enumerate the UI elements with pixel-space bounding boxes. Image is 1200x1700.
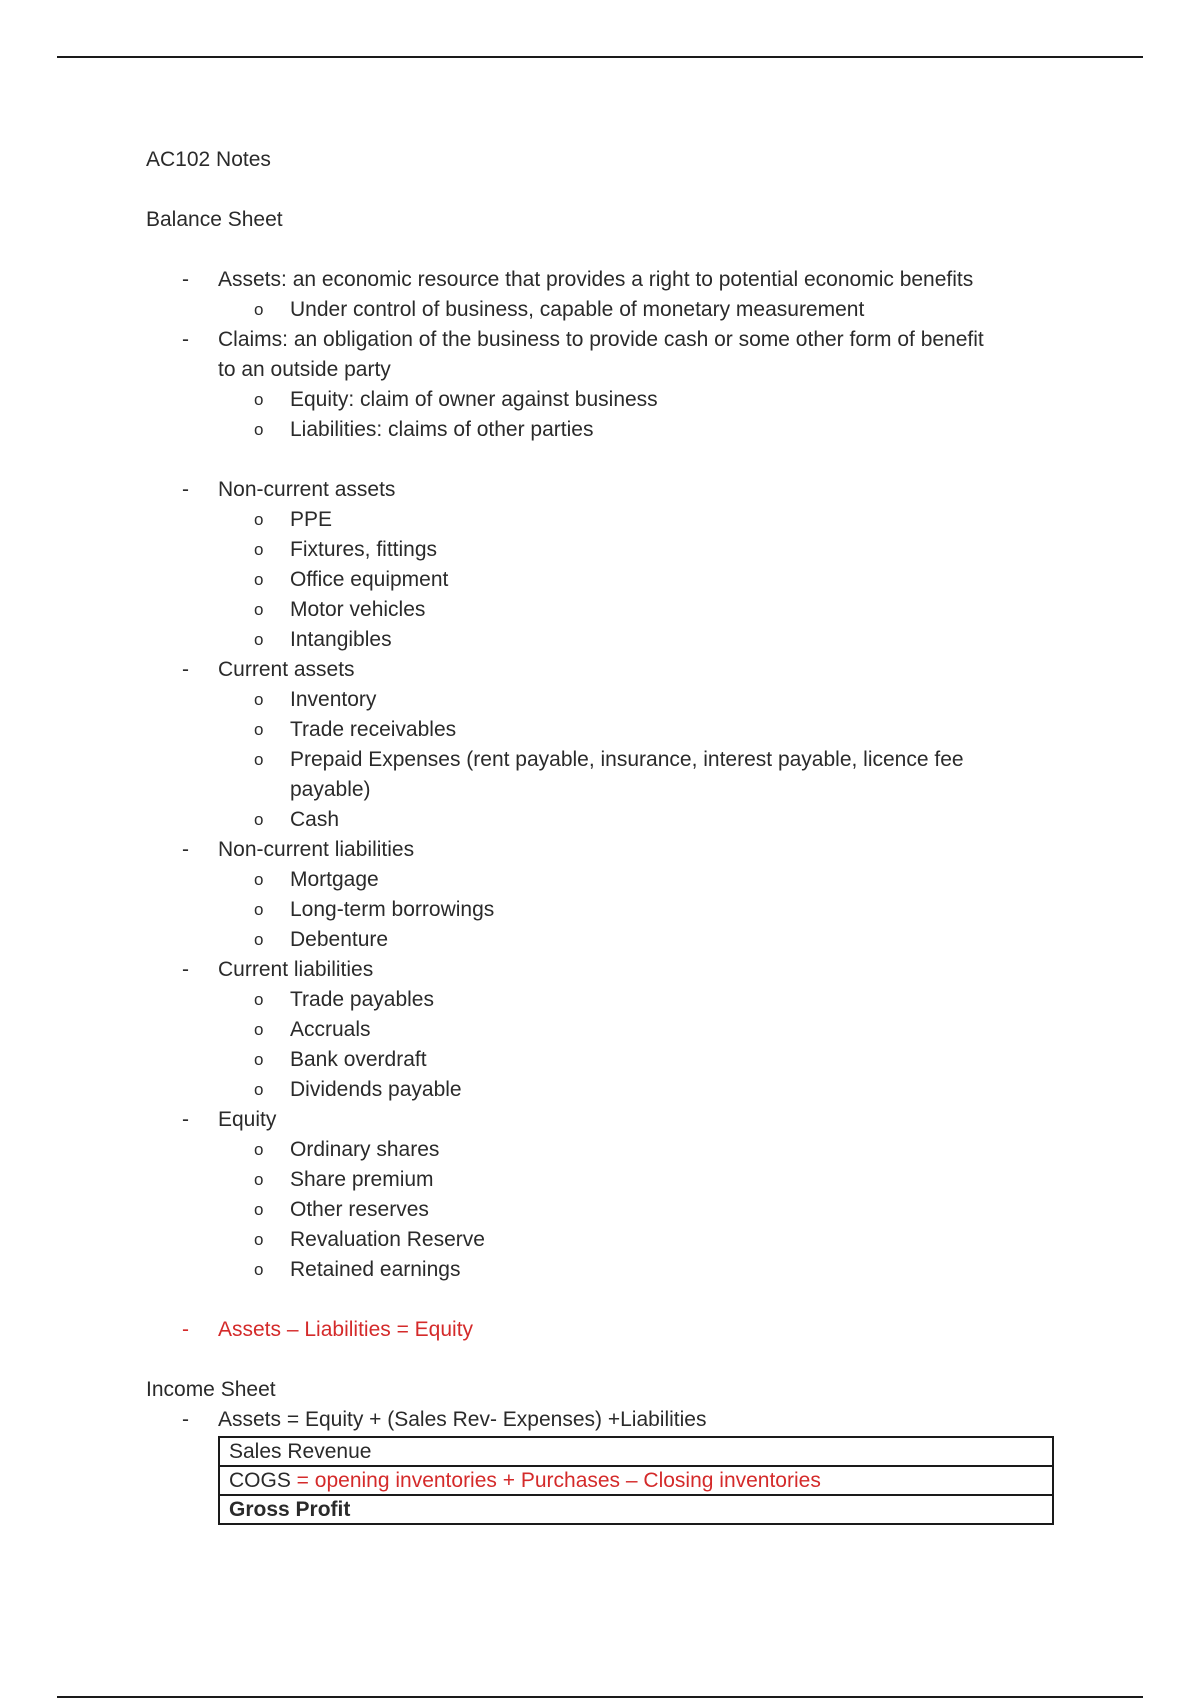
- list-item: o Long-term borrowings: [254, 898, 495, 921]
- gross-profit-cell: Gross Profit: [219, 1495, 1053, 1524]
- list-item: o Ordinary shares: [254, 1138, 440, 1161]
- list-item: - Claims: an obligation of the business to provide cash or some other form of benefit: [182, 328, 984, 351]
- balance-sheet-heading: Balance Sheet: [146, 208, 283, 231]
- list-item: o Office equipment: [254, 568, 449, 591]
- list-item: o Liabilities: claims of other parties: [254, 418, 594, 441]
- section-label: - Non-current liabilities: [182, 838, 415, 861]
- list-item: o Prepaid Expenses (rent payable, insurance, interest payable, licence fee: [254, 748, 964, 771]
- list-item: o Retained earnings: [254, 1258, 461, 1281]
- list-item-continued: payable): [290, 778, 371, 801]
- document-body: [146, 145, 1066, 1525]
- document-title: AC102 Notes: [146, 148, 271, 171]
- list-item: o Trade payables: [254, 988, 434, 1011]
- list-item: o Cash: [254, 808, 340, 831]
- income-table: [218, 1436, 1054, 1525]
- section-label: - Equity: [182, 1108, 277, 1131]
- income-sheet-heading: Income Sheet: [146, 1378, 276, 1401]
- list-item: - Assets: an economic resource that provides a right to potential economic benefits: [182, 268, 974, 291]
- list-item: o Bank overdraft: [254, 1048, 427, 1071]
- list-item: o Revaluation Reserve: [254, 1228, 485, 1251]
- table-row: [219, 1466, 1053, 1495]
- cogs-label: COGS: [229, 1469, 291, 1492]
- list-item: o Share premium: [254, 1168, 434, 1191]
- list-item-continued: to an outside party: [218, 358, 391, 381]
- sales-revenue-cell: Sales Revenue: [219, 1437, 1053, 1466]
- table-row: [219, 1495, 1053, 1524]
- accounting-equation: - Assets – Liabilities = Equity: [182, 1318, 474, 1341]
- list-item: o Dividends payable: [254, 1078, 462, 1101]
- table-row: [219, 1437, 1053, 1466]
- list-item: o Accruals: [254, 1018, 371, 1041]
- list-item: o Debenture: [254, 928, 389, 951]
- footer-rule: [57, 1696, 1143, 1698]
- list-item: o Other reserves: [254, 1198, 429, 1221]
- list-item: o Mortgage: [254, 868, 379, 891]
- list-item: o Inventory: [254, 688, 377, 711]
- cogs-formula: = opening inventories + Purchases – Closing inventories: [290, 1469, 821, 1492]
- section-label: - Current liabilities: [182, 958, 374, 981]
- cogs-cell: [219, 1466, 1053, 1495]
- income-equation: - Assets = Equity + (Sales Rev- Expenses) +Liabilities: [182, 1408, 707, 1431]
- list-item: o PPE: [254, 508, 333, 531]
- section-label: - Current assets: [182, 658, 355, 681]
- header-rule: [57, 56, 1143, 58]
- list-item: o Under control of business, capable of monetary measurement: [254, 298, 865, 321]
- list-item: o Intangibles: [254, 628, 392, 651]
- list-item: o Fixtures, fittings: [254, 538, 438, 561]
- list-item: o Motor vehicles: [254, 598, 426, 621]
- section-label: - Non-current assets: [182, 478, 396, 501]
- list-item: o Equity: claim of owner against business: [254, 388, 658, 411]
- list-item: o Trade receivables: [254, 718, 457, 741]
